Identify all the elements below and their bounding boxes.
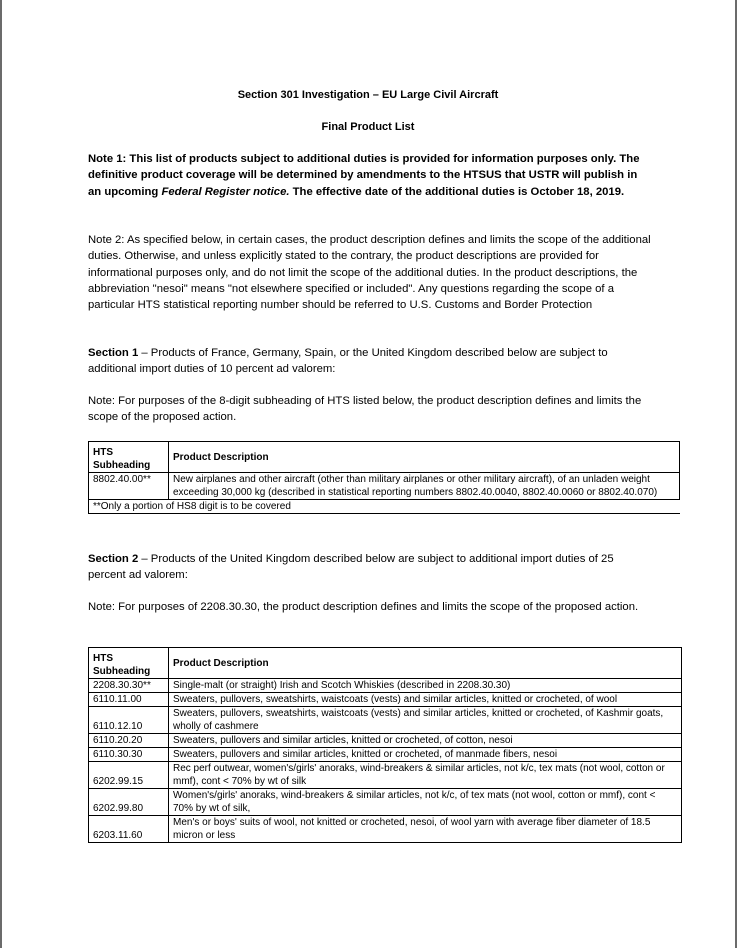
table-row: [89, 789, 682, 816]
product-description: Men's or boys' suits of wool, not knitted or crocheted, nesoi, of wool yarn with average fiber diameter of 18.5 micron or less: [169, 816, 682, 843]
product-description: Rec perf outwear, women's/girls' anoraks, wind-breakers & similar articles, not k/c, tex mats (not wool, cotton or mmf), cont < 70% by wt of silk: [169, 762, 682, 789]
table-row: [89, 762, 682, 789]
section-1-table: [88, 441, 680, 514]
footnote-text: **Only a portion of HS8 digit is to be covered: [93, 501, 291, 512]
section-2-label: Section 2: [88, 553, 139, 565]
section-1-label: Section 1: [88, 347, 139, 359]
product-description-header: Product Description: [169, 442, 680, 473]
hts-code: 6202.99.15: [89, 762, 169, 789]
note-2: Note 2: As specified below, in certain cases, the product description defines and limits the scope of the additional duties. Otherwise, and unless explicitly stated to the contrary, the product descriptions are provided for informational purposes only, and do not limit the scope of the additional duties. In the product descriptions, the abbreviation "nesoi" means "not elsewhere specified or included". Any questions regarding the scope of a particular HTS statistical reporting number should be referred to U.S. Customs and Border Protection: [88, 234, 651, 312]
product-description: Sweaters, pullovers, sweatshirts, waistcoats (vests) and similar articles, knitted or crocheted, of Kashmir goats, wholly of cashmere: [169, 707, 682, 734]
section-2-text: – Products of the United Kingdom described below are subject to additional import duties of 25 percent ad valorem:: [88, 553, 614, 582]
section-2-table: [88, 647, 682, 843]
note-1-text-end: The effective date of the additional duties is October 18, 2019.: [289, 185, 625, 198]
note-1-text: Note 1: This list of products subject to additional duties is provided for information purposes only. The definitive product coverage will be determined by amendments to the HTSUS that USTR will publish in an upcoming: [88, 153, 640, 198]
product-description: Women's/girls' anoraks, wind-breakers & similar articles, not k/c, of tex mats (not wool, cotton or mmf), cont < 70% by wt of silk,: [169, 789, 682, 816]
table-row: [89, 679, 682, 693]
section-2-note: Note: For purposes of 2208.30.30, the product description defines and limits the scope of the proposed action.: [88, 601, 639, 613]
note-1-emphasis: Federal Register notice.: [161, 185, 290, 198]
table-row: [89, 707, 682, 734]
hts-code: 6203.11.60: [89, 816, 169, 843]
document-title: Section 301 Investigation – EU Large Civil Aircraft: [237, 89, 499, 101]
hts-code: 6110.20.20: [89, 734, 169, 748]
table-footnote: [89, 500, 680, 514]
hts-code: 8802.40.00**: [89, 473, 169, 500]
hts-code: 6202.99.80: [89, 789, 169, 816]
section-1-intro: [88, 345, 654, 378]
product-description-header: Product Description: [169, 648, 682, 679]
product-description: Single-malt (or straight) Irish and Scotch Whiskies (described in 2208.30.30): [169, 679, 682, 693]
hts-code: 6110.30.30: [89, 748, 169, 762]
product-description: Sweaters, pullovers and similar articles, knitted or crocheted, of cotton, nesoi: [169, 734, 682, 748]
hts-code: 6110.12.10: [89, 707, 169, 734]
table-row: [89, 748, 682, 762]
product-description: Sweaters, pullovers and similar articles, knitted or crocheted, of manmade fibers, nesoi: [169, 748, 682, 762]
table-footnote-row: [89, 500, 680, 514]
product-description: Sweaters, pullovers, sweatshirts, waistcoats (vests) and similar articles, knitted or crocheted, of wool: [169, 693, 682, 707]
table-header-row: [89, 648, 682, 679]
section-1-text: – Products of France, Germany, Spain, or the United Kingdom described below are subject to additional import duties of 10 percent ad valorem:: [88, 347, 608, 376]
table-row: [89, 693, 682, 707]
section-2-intro: [88, 551, 654, 584]
product-description: New airplanes and other aircraft (other than military airplanes or other military aircraft), of an unladen weight exceeding 30,000 kg (described in statistical reporting numbers 8802.40.0040, 8802.40.0060 or 8802.40.070): [169, 473, 680, 500]
section-1-note: Note: For purposes of the 8-digit subheading of HTS listed below, the product description defines and limits the scope of the proposed action.: [88, 395, 642, 424]
table-header-row: [89, 442, 680, 473]
table-row: [89, 734, 682, 748]
hts-subheading-header: HTS Subheading: [89, 442, 169, 473]
table-row: [89, 816, 682, 843]
hts-code: 2208.30.30**: [89, 679, 169, 693]
hts-code: 6110.11.00: [89, 693, 169, 707]
table-row: [89, 473, 680, 500]
document-subtitle: Final Product List: [321, 121, 415, 133]
hts-subheading-header: HTS Subheading: [89, 648, 169, 679]
note-1: [88, 151, 648, 200]
